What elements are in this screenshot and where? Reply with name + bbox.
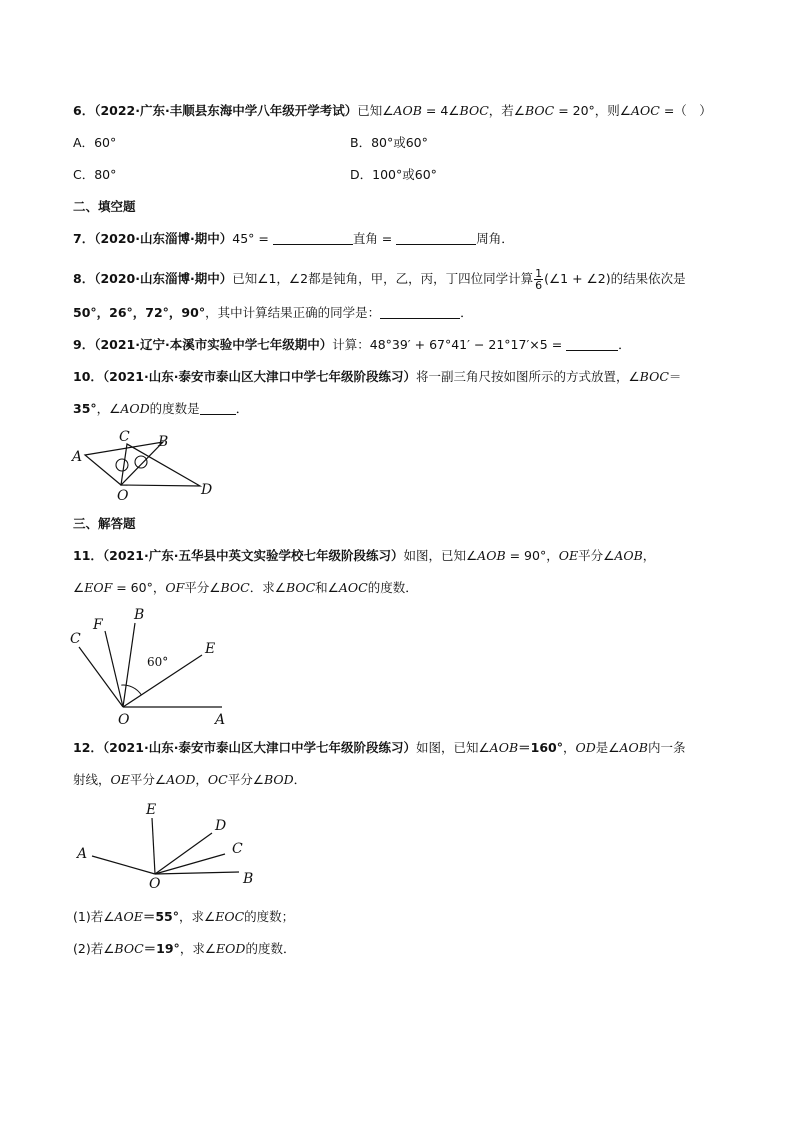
- ray-OC: [155, 854, 225, 874]
- q12-var: EOC: [215, 909, 245, 924]
- ruler-hole: [135, 456, 147, 468]
- q7-number: 7．: [73, 231, 95, 246]
- q10-var: AOD: [120, 401, 150, 416]
- q8-text: (∠1 + ∠2)的结果依次是: [544, 271, 686, 286]
- q12-var: OE: [110, 772, 130, 787]
- q12-value: ＝55°: [142, 909, 179, 924]
- section-heading-solve: 三、解答题: [73, 516, 136, 531]
- point-label-A: A: [77, 846, 88, 862]
- q6-var: BOC: [459, 103, 489, 118]
- option-text: 100°或60°: [372, 167, 437, 182]
- q12-subquestion-1: [73, 909, 294, 925]
- section-heading-fill-in: 二、填空题: [73, 199, 136, 214]
- q6-option-c: [73, 167, 116, 183]
- q10-text: ＝: [668, 369, 682, 384]
- q6-text: = 4∠: [421, 103, 460, 118]
- point-label-B: B: [243, 871, 254, 887]
- ray-OE: [152, 818, 155, 874]
- q7-stem: [73, 231, 514, 247]
- q12-subquestion-2: [73, 941, 295, 957]
- q11-var: OF: [165, 580, 185, 595]
- point-label-O: O: [117, 488, 129, 504]
- point-label-A: A: [215, 712, 226, 728]
- q12-text: ，: [195, 772, 208, 787]
- point-label-D: D: [201, 482, 213, 498]
- q10-text: 的度数是: [149, 401, 200, 416]
- q12-text: 是∠: [595, 740, 620, 755]
- q8-stem-line1: [73, 268, 686, 291]
- q8-source: （2020·山东淄博·期中）: [94, 271, 233, 286]
- option-label: D．: [350, 167, 373, 182]
- q12-text: 射线，: [73, 772, 111, 787]
- point-label-C: C: [232, 841, 243, 857]
- q6-var: BOC: [524, 103, 555, 118]
- q11-text: ，: [642, 548, 656, 563]
- point-label-C: C: [119, 429, 130, 445]
- q12-text: 内一条: [647, 740, 686, 755]
- q11-stem-line2: [73, 580, 418, 596]
- q6-number: 6．: [73, 103, 95, 118]
- q12-value: ＝19°: [143, 941, 180, 956]
- q12-stem-line2: [73, 772, 306, 788]
- point-label-B: B: [158, 434, 169, 450]
- fraction-denominator: 6: [535, 279, 543, 292]
- q6-option-a: [73, 135, 116, 151]
- q10-number: 10．: [73, 369, 103, 384]
- q10-text: ．: [235, 401, 249, 416]
- q6-text: = 20°，则∠: [554, 103, 632, 118]
- q10-figure: [65, 425, 225, 505]
- q11-source: （2021·广东·五华县中英文实验学校七年级阶段练习）: [102, 548, 404, 563]
- q7-text: 45° =: [232, 231, 273, 246]
- q6-option-d: [350, 167, 437, 183]
- q12-text: 的度数．: [245, 941, 296, 956]
- q8-text: ，其中计算结果正确的同学是：: [205, 305, 381, 320]
- q6-option-b: [350, 135, 428, 151]
- q12-var: OC: [207, 772, 228, 787]
- ray-OA: [92, 856, 155, 874]
- q12-var: AOB: [619, 740, 648, 755]
- q11-var: BOC: [285, 580, 316, 595]
- q11-var: EOF: [84, 580, 113, 595]
- option-label: C．: [73, 167, 95, 182]
- q11-var: OE: [558, 548, 579, 563]
- q9-source: （2021·辽宁·本溪市实验中学七年级期中）: [94, 337, 333, 352]
- q6-text: 已知∠: [357, 103, 394, 118]
- option-text: 60°: [94, 135, 117, 150]
- q12-var: BOC: [114, 941, 144, 956]
- q7-source: （2020·山东淄博·期中）: [94, 231, 233, 246]
- point-label-E: E: [205, 641, 216, 657]
- q12-text: ，: [562, 740, 576, 755]
- q11-text: 平分∠: [578, 548, 615, 563]
- q6-var: AOB: [393, 103, 422, 118]
- q11-var: AOC: [338, 580, 368, 595]
- q12-text: 平分∠: [227, 772, 264, 787]
- q11-stem-line1: [73, 548, 655, 564]
- q11-text: ．求∠: [249, 580, 286, 595]
- q8-text: 已知∠1，∠2都是钝角，甲，乙，丙，丁四位同学计算: [232, 271, 534, 286]
- answer-blank[interactable]: [273, 232, 353, 245]
- q10-stem-line1: [73, 369, 681, 385]
- q6-var: AOC: [631, 103, 660, 118]
- q6-text: ，若∠: [488, 103, 525, 118]
- fraction-numerator: 1: [535, 267, 543, 280]
- q11-text: 平分∠: [184, 580, 221, 595]
- q11-text: 的度数．: [367, 580, 418, 595]
- answer-blank[interactable]: [380, 306, 460, 319]
- angle-label: 60°: [147, 655, 169, 669]
- q12-text: 如图，已知∠: [415, 740, 490, 755]
- fraction: [534, 268, 543, 291]
- q12-var: AOD: [166, 772, 196, 787]
- point-label-B: B: [134, 607, 145, 623]
- option-label: B．: [350, 135, 372, 150]
- q8-values: 50°，26°，72°，90°: [73, 305, 206, 320]
- point-label-D: D: [215, 818, 227, 834]
- q6-stem: [73, 103, 712, 119]
- point-label-O: O: [149, 876, 161, 892]
- q11-var: AOB: [614, 548, 643, 563]
- q6-source: （2022·广东·丰顺县东海中学八年级开学考试）: [94, 103, 358, 118]
- option-label: A．: [73, 135, 95, 150]
- q9-text: ．: [618, 337, 631, 352]
- ruler-hole: [116, 459, 128, 471]
- q8-number: 8．: [73, 271, 95, 286]
- q11-text: 如图，已知∠: [403, 548, 478, 563]
- q12-text: ，求∠: [179, 941, 217, 956]
- q10-text: 将一副三角尺按如图所示的方式放置，∠: [415, 369, 640, 384]
- q11-text: ∠: [73, 580, 85, 595]
- q6-text: =（ ）: [659, 103, 712, 118]
- q10-stem-line2: [73, 401, 248, 417]
- q11-number: 11．: [73, 548, 103, 563]
- q11-figure: [65, 603, 245, 728]
- q7-text: 直角 =: [352, 231, 397, 246]
- q12-text: 的度数；: [244, 909, 295, 924]
- point-label-E: E: [146, 802, 157, 818]
- ray-OB: [155, 872, 239, 874]
- option-text: 80°: [94, 167, 117, 182]
- q12-value: ＝160°: [518, 740, 563, 755]
- angle-arc: [121, 685, 141, 695]
- q9-stem: [73, 337, 631, 353]
- q9-number: 9．: [73, 337, 95, 352]
- q9-text: 计算：48°39′ + 67°41′ − 21°17′×5 =: [332, 337, 567, 352]
- q11-text: = 90°，: [505, 548, 559, 563]
- q7-text: 周角．: [476, 231, 514, 246]
- answer-blank[interactable]: [396, 232, 476, 245]
- q12-text: ，求∠: [178, 909, 216, 924]
- point-label-A: A: [72, 449, 83, 465]
- q12-var: OD: [575, 740, 596, 755]
- q8-text: ．: [460, 305, 473, 320]
- q8-stem-line2: [73, 305, 473, 321]
- answer-blank[interactable]: [566, 338, 618, 351]
- q12-var: BOD: [263, 772, 294, 787]
- answer-blank[interactable]: [200, 402, 236, 415]
- q12-text: ．: [293, 772, 307, 787]
- triangle-ruler-2: [121, 444, 200, 486]
- q10-var: BOC: [639, 369, 669, 384]
- point-label-F: F: [93, 617, 103, 633]
- q12-stem-line1: [73, 740, 685, 756]
- option-text: 80°或60°: [371, 135, 428, 150]
- q12-var: EOD: [216, 941, 246, 956]
- q12-var: AOE: [114, 909, 143, 924]
- q12-var: AOB: [489, 740, 519, 755]
- ray-OD: [155, 833, 212, 874]
- q11-var: AOB: [477, 548, 506, 563]
- q10-value: 35°: [73, 401, 97, 416]
- q12-source: （2021·山东·泰安市泰山区大津口中学七年级阶段练习）: [102, 740, 416, 755]
- q10-text: ，∠: [96, 401, 121, 416]
- q12-number: 12．: [73, 740, 103, 755]
- q11-text: = 60°，: [112, 580, 166, 595]
- point-label-O: O: [118, 712, 130, 728]
- ray-OB: [123, 623, 135, 707]
- q11-var: BOC: [220, 580, 250, 595]
- q12-figure: [65, 798, 265, 893]
- q10-source: （2021·山东·泰安市泰山区大津口中学七年级阶段练习）: [102, 369, 416, 384]
- q11-text: 和∠: [315, 580, 339, 595]
- q12-text: 平分∠: [129, 772, 167, 787]
- point-label-C: C: [70, 631, 81, 647]
- q12-text: (1)若∠: [73, 909, 115, 924]
- q12-text: (2)若∠: [73, 941, 115, 956]
